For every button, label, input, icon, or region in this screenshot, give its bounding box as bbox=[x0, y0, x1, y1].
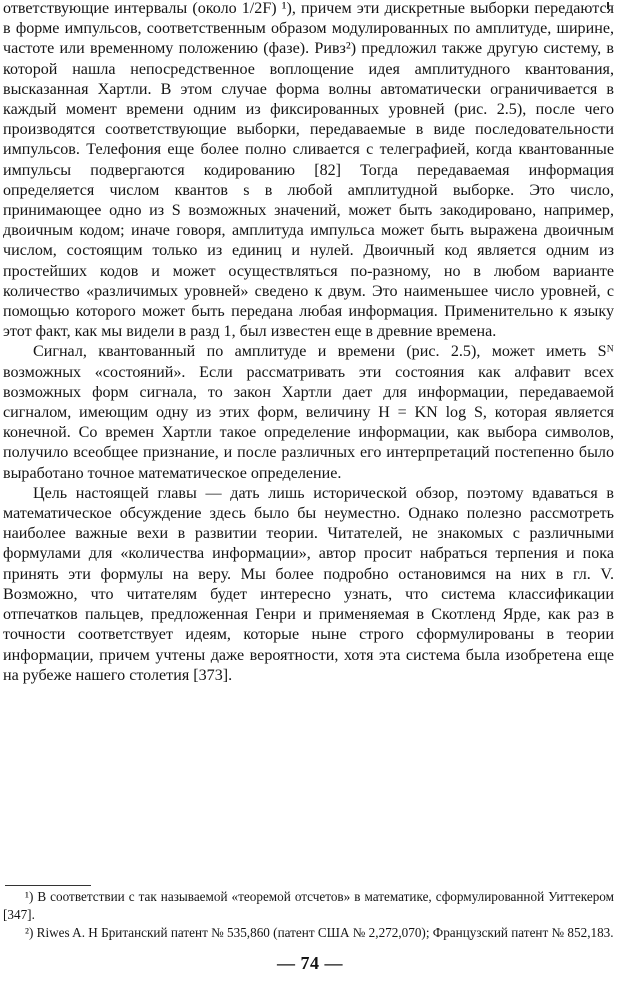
page-number: — 74 — bbox=[277, 953, 343, 973]
footnotes bbox=[3, 888, 614, 942]
body-text bbox=[3, 0, 614, 686]
footnote-divider bbox=[5, 885, 91, 886]
paragraph: ответствующие интервалы (около 1/2F) ¹), причем эти дискретные выборки передаются в форме импульсов, соответственным образом модулированных по амплитуде, ширине, частоте или временному положению (фазе). Ривз²) предложил также другую систему, в которой нашла непосредственное воплощение идея амплитудного квантования, высказанная Хартли. В этом случае форма волны автоматически ограничивается в каждый момент времени одним из фиксированных уровней (рис. 2.5), после чего производятся соответствующие выборки, передаваемые в виде последовательности импульсов. Телефония еще более полно сливается с телеграфией, когда квантованные импульсы подвергаются кодированию [82] Тогда передаваемая информация определяется числом квантов s в любой амплитудной выборке. Это число, принимающее одно из S возможных значений, может быть закодировано, например, двоичным кодом; иначе говоря, амплитуда импульса может быть выражена двоичным числом, состоящим только из единиц и нулей. Двоичный код является одним из простейших кодов и может осуществляться по-разному, но в любом варианте количество «различимых уровней» сведено к двум. Это наименьшее число уровней, с помощью которого может быть передана любая информация. Применительно к языку этот факт, как мы видели в разд 1, был известен еще в древние времена. bbox=[3, 0, 614, 341]
paragraph: Сигнал, квантованный по амплитуде и времени (рис. 2.5), может иметь Sᴺ возможных «состояний». Если рассматривать эти состояния как алфавит всех возможных форм сигнала, то закон Хартли дает для информации, передаваемой сигналом, имеющим одну из этих форм, величину H = KN log S, которая является конечной. Со времен Хартли такое определение информации, как выбора символов, получило всеобщее признание, и после различных его интерпретаций постепенно было выработано точное математическое определение. bbox=[3, 343, 614, 482]
footnote: ¹) В соответствии с так называемой «теоремой отсчетов» в математике, сформулированной Уиттекером [347]. bbox=[3, 889, 614, 922]
paragraph: Цель настоящей главы — дать лишь исторической обзор, поэтому вдаваться в математическое обсуждение здесь было бы неуместно. Однако полезно рассмотреть наиболее важные вехи в развитии теории. Читателей, не знакомых с различными формулами для «количества информации», автор просит набраться терпения и пока принять эти формулы на веру. Мы более подробно остановимся на них в гл. V. Возможно, что читателям будет интересно узнать, что система классификации отпечатков пальцев, предложенная Генри и применяемая в Скотленд Ярде, как раз в точности соответствует идеям, которые ныне строго сформулированы в теории информации, причем учтены даже вероятности, хотя эта система была изобретена еще на рубеже нашего столетия [373]. bbox=[3, 484, 614, 684]
footnote: ²) Riwes A. H Британский патент № 535,860 (патент США № 2,272,070); Французский патент № 852,183. bbox=[25, 925, 614, 940]
